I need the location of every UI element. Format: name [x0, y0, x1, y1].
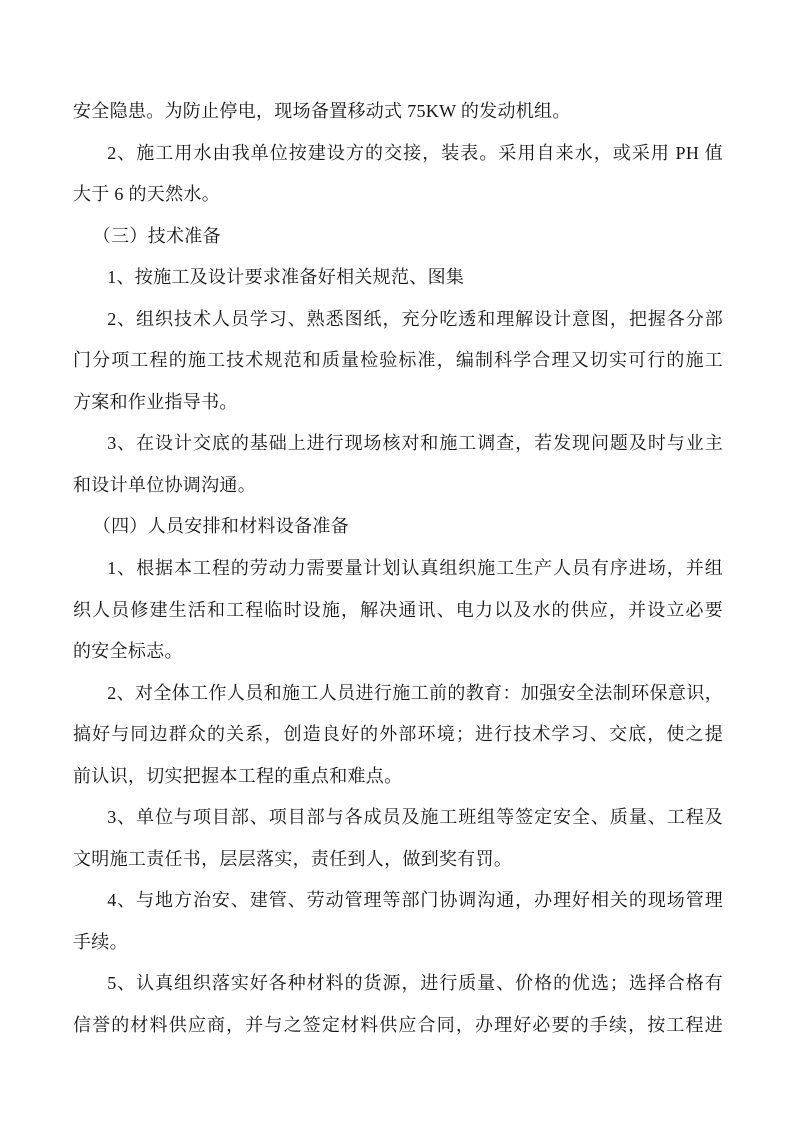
text-line: （四）人员安排和材料设备准备	[92, 516, 349, 537]
text-line: 3、在设计交底的基础上进行现场核对和施工调查，若发现问题及时与业主	[107, 433, 723, 454]
text-line: 1、按施工及设计要求准备好相关规范、图集	[107, 267, 465, 288]
text-line: 前认识，切实把握本工程的重点和难点。	[73, 765, 403, 786]
text-line: 2、组织技术人员学习、熟悉图纸，充分吃透和理解设计意图，把握各分部	[107, 308, 723, 329]
text-line: 方案和作业指导书。	[73, 391, 238, 412]
text-line: （三）技术准备	[92, 225, 221, 246]
text-line: 安全隐患。为防止停电，现场备置移动式 75KW 的发动机组。	[73, 101, 571, 121]
text-line: 5、认真组织落实好各种材料的货源，进行质量、价格的优选；选择合格有	[107, 973, 723, 994]
document-text-block	[73, 91, 723, 1047]
text-line: 门分项工程的施工技术规范和质量检验标准，编制科学合理又切实可行的施工	[73, 350, 723, 371]
text-line: 2、对全体工作人员和施工人员进行施工前的教育：加强安全法制环保意识，	[107, 682, 723, 703]
text-line: 文明施工责任书，层层落实，责任到人，做到奖有罚。	[73, 848, 513, 869]
text-line: 1、根据本工程的劳动力需要量计划认真组织施工生产人员有序进场，并组	[107, 558, 723, 579]
text-line: 搞好与同边群众的关系，创造良好的外部环境；进行技术学习、交底，使之提	[73, 724, 723, 745]
text-line: 信誉的材料供应商，并与之签定材料供应合同，办理好必要的手续，按工程进	[73, 1015, 723, 1036]
text-line: 的安全标志。	[73, 641, 183, 662]
text-line: 3、单位与项目部、项目部与各成员及施工班组等签定安全、质量、工程及	[107, 807, 723, 828]
text-line: 大于 6 的天然水。	[73, 184, 220, 205]
text-line: 织人员修建生活和工程临时设施，解决通讯、电力以及水的供应，并设立必要	[73, 599, 723, 620]
text-line: 4、与地方治安、建管、劳动管理等部门协调沟通，办理好相关的现场管理	[107, 890, 723, 911]
text-line: 手续。	[73, 931, 128, 952]
text-line: 2、施工用水由我单位按建设方的交接，装表。采用自来水，或采用 PH 值	[107, 142, 723, 163]
text-line: 和设计单位协调沟通。	[73, 474, 256, 495]
